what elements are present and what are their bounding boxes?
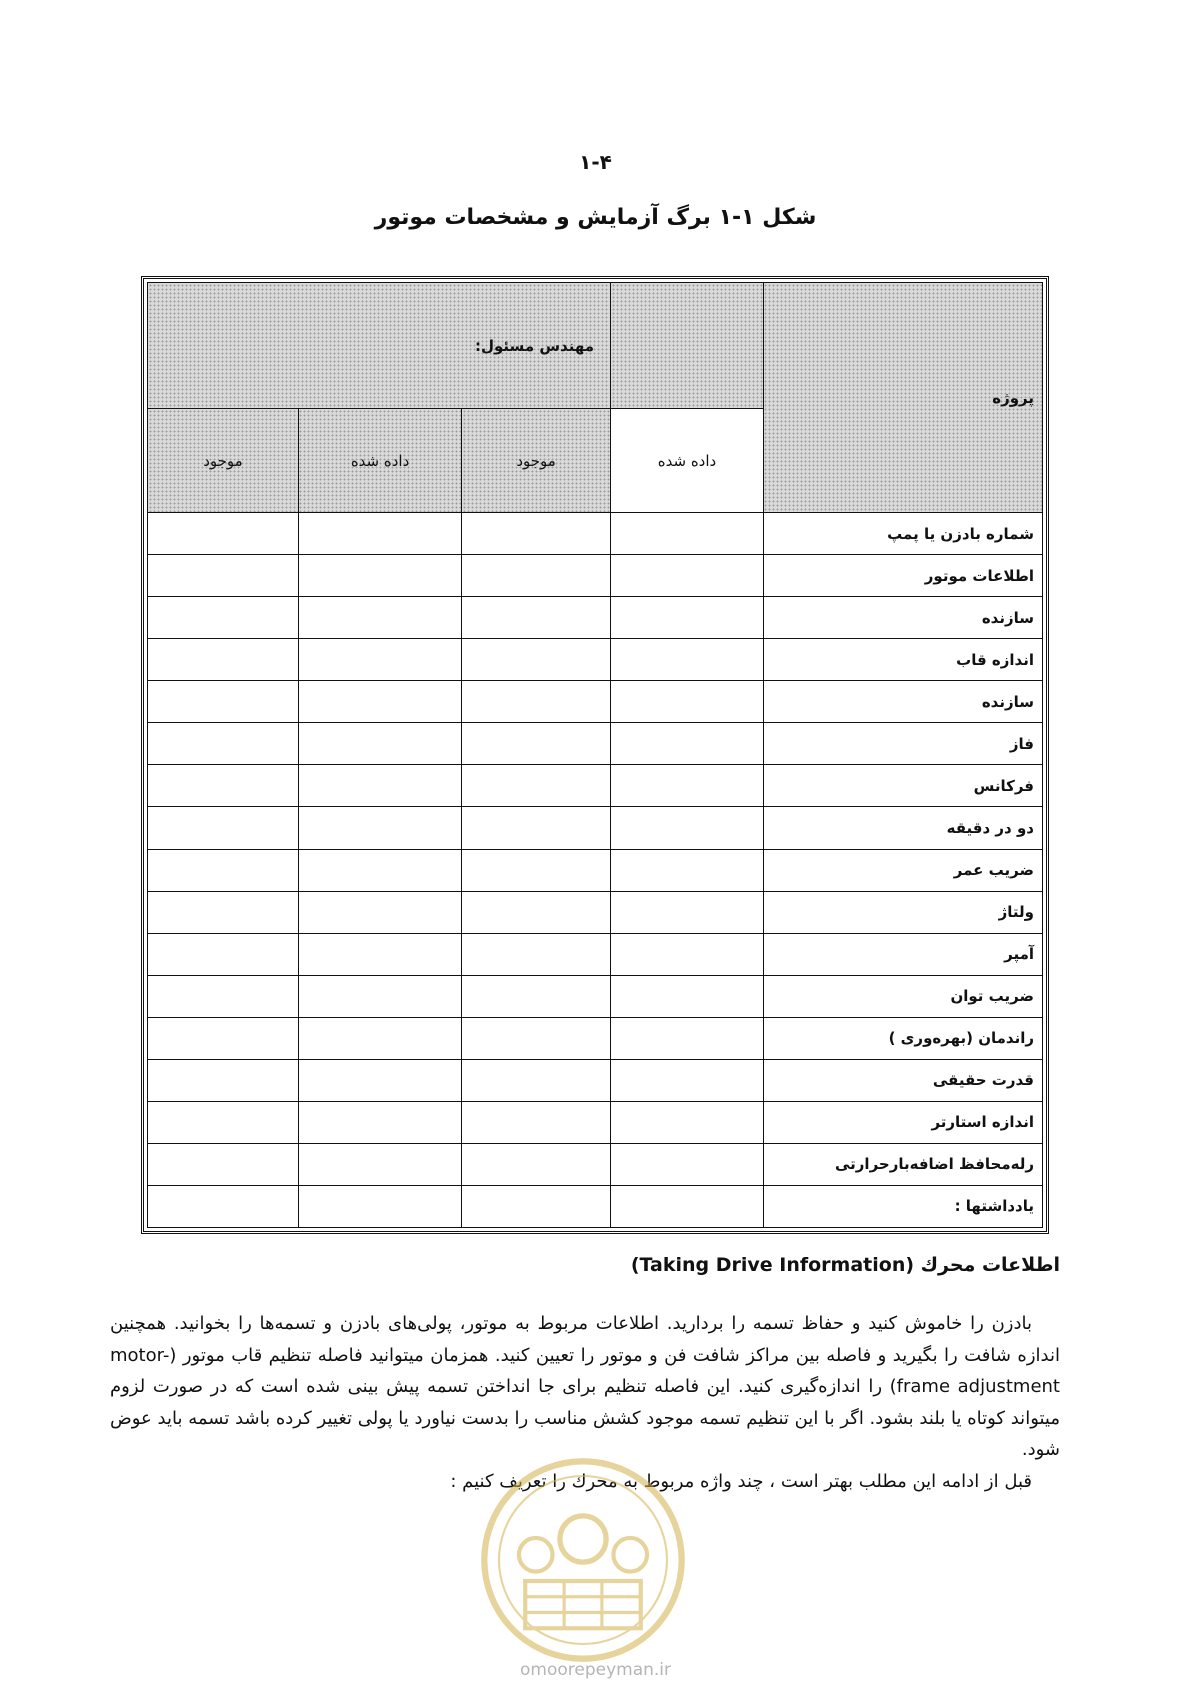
- motor-test-form: [141, 276, 1049, 1234]
- entry-cell[interactable]: [298, 891, 461, 933]
- entry-cell[interactable]: [462, 891, 611, 933]
- paragraph: قبل از ادامه این مطلب بهتر است ، چند واژه مربوط به محرك را تعریف کنیم :: [450, 1470, 1032, 1492]
- row-label: اندازه قاب: [763, 639, 1042, 681]
- row-label: فرکانس: [763, 765, 1042, 807]
- entry-cell[interactable]: [298, 1185, 461, 1227]
- entry-cell[interactable]: [298, 1101, 461, 1143]
- table-row: [148, 1101, 1043, 1143]
- entry-cell[interactable]: [148, 597, 299, 639]
- entry-cell[interactable]: [611, 555, 764, 597]
- row-label: اطلاعات موتور: [763, 555, 1042, 597]
- entry-cell[interactable]: [148, 891, 299, 933]
- table-row: [148, 975, 1043, 1017]
- entry-cell[interactable]: [462, 639, 611, 681]
- entry-cell[interactable]: [611, 975, 764, 1017]
- entry-cell[interactable]: [148, 933, 299, 975]
- form-body: [148, 513, 1043, 1228]
- entry-cell[interactable]: [148, 723, 299, 765]
- entry-cell[interactable]: [148, 1143, 299, 1185]
- row-label: سازنده: [763, 681, 1042, 723]
- row-label: شماره بادزن یا پمپ: [763, 513, 1042, 555]
- entry-cell[interactable]: [148, 1017, 299, 1059]
- entry-cell[interactable]: [462, 1017, 611, 1059]
- col-given-header: داده شده: [298, 409, 461, 513]
- entry-cell[interactable]: [462, 1185, 611, 1227]
- entry-cell[interactable]: [148, 681, 299, 723]
- entry-cell[interactable]: [148, 1059, 299, 1101]
- entry-cell[interactable]: [611, 1059, 764, 1101]
- table-row: [148, 1143, 1043, 1185]
- figure-title: شکل ۱-۱ برگ آزمایش و مشخصات موتور: [374, 205, 817, 230]
- entry-cell[interactable]: [298, 933, 461, 975]
- entry-cell[interactable]: [298, 639, 461, 681]
- table-row: [148, 555, 1043, 597]
- table-row: [148, 891, 1043, 933]
- col-existing-header: موجود: [462, 409, 611, 513]
- row-label: قدرت حقیقی: [763, 1059, 1042, 1101]
- entry-cell[interactable]: [462, 1059, 611, 1101]
- entry-cell[interactable]: [611, 639, 764, 681]
- row-label: ضریب عمر: [763, 849, 1042, 891]
- table-row: [148, 933, 1043, 975]
- entry-cell[interactable]: [462, 975, 611, 1017]
- entry-cell[interactable]: [148, 639, 299, 681]
- paragraph: بادزن را خاموش کنید و حفاظ تسمه را بردارید. اطلاعات مربوط به موتور، پولی‌های بادزن و تسمه‌ها را بخوانید. همچنین اندازه شافت را بگیرید و فاصله بین مراکز شافت فن و موتور را تعیین کنید. همزمان میتوانید فاصله تنظیم قاب موتور (motor-frame adjustment) را اندازه‌گیری کنید. این فاصله تنظیم برای جا انداختن تسمه پیش بینی شده است که در صورت لزوم میتواند کوتاه یا بلند بشود. اگر با این تنظیم تسمه موجود کشش مناسب را بدست نیاورد یا پولی تغییر کرده باشد تسمه باید عوض شود.: [110, 1313, 1060, 1460]
- form-header-row: [148, 283, 1043, 409]
- entry-cell[interactable]: [298, 723, 461, 765]
- entry-cell[interactable]: [462, 723, 611, 765]
- entry-cell[interactable]: [611, 1143, 764, 1185]
- row-label: سازنده: [763, 597, 1042, 639]
- page-number: ۱-۴: [579, 150, 612, 174]
- table-row: [148, 597, 1043, 639]
- row-label: فاز: [763, 723, 1042, 765]
- row-label: ولتاژ: [763, 891, 1042, 933]
- row-label: یادداشتها :: [763, 1185, 1042, 1227]
- table-row: [148, 1059, 1043, 1101]
- table-row: [148, 639, 1043, 681]
- entry-cell[interactable]: [298, 765, 461, 807]
- table-row: [148, 849, 1043, 891]
- table-row: [148, 807, 1043, 849]
- form-table: [147, 282, 1043, 1228]
- table-row: [148, 723, 1043, 765]
- entry-cell[interactable]: [298, 513, 461, 555]
- entry-cell[interactable]: [148, 849, 299, 891]
- col-given-header: داده شده: [611, 409, 764, 513]
- entry-cell[interactable]: [298, 807, 461, 849]
- entry-cell[interactable]: [298, 1059, 461, 1101]
- entry-cell[interactable]: [611, 723, 764, 765]
- watermark-url: omoorepeyman.ir: [519, 1660, 672, 1680]
- row-label: رله‌محافظ اضافه‌بارحرارتی: [763, 1143, 1042, 1185]
- watermark-seal-icon: [478, 1455, 688, 1665]
- entry-cell[interactable]: [148, 1185, 299, 1227]
- engineer-header-cell: [148, 283, 611, 409]
- table-row: [148, 765, 1043, 807]
- entry-cell[interactable]: [611, 1101, 764, 1143]
- entry-cell[interactable]: [298, 1143, 461, 1185]
- entry-cell[interactable]: [148, 975, 299, 1017]
- col-existing-header: موجود: [148, 409, 299, 513]
- entry-cell[interactable]: [611, 1185, 764, 1227]
- row-label: دو در دقیقه: [763, 807, 1042, 849]
- entry-cell[interactable]: [611, 597, 764, 639]
- entry-cell[interactable]: [611, 513, 764, 555]
- row-label: راندمان (بهره‌وری ): [763, 1017, 1042, 1059]
- entry-cell[interactable]: [462, 1143, 611, 1185]
- entry-cell[interactable]: [611, 933, 764, 975]
- entry-cell[interactable]: [298, 681, 461, 723]
- table-row: [148, 1185, 1043, 1227]
- entry-cell[interactable]: [462, 807, 611, 849]
- entry-cell[interactable]: [148, 555, 299, 597]
- entry-cell[interactable]: [148, 765, 299, 807]
- entry-cell[interactable]: [611, 1017, 764, 1059]
- entry-cell[interactable]: [611, 807, 764, 849]
- row-label: آمپر: [763, 933, 1042, 975]
- entry-cell[interactable]: [462, 933, 611, 975]
- entry-cell[interactable]: [462, 765, 611, 807]
- row-label: ضریب توان: [763, 975, 1042, 1017]
- entry-cell[interactable]: [611, 891, 764, 933]
- entry-cell[interactable]: [148, 1101, 299, 1143]
- entry-cell[interactable]: [462, 555, 611, 597]
- engineer-label: مهندس مسئول:: [475, 336, 595, 355]
- entry-cell[interactable]: [611, 849, 764, 891]
- table-row: [148, 681, 1043, 723]
- project-header-cell: [763, 283, 1042, 513]
- entry-cell[interactable]: [148, 807, 299, 849]
- header-blank-cell: [611, 283, 764, 409]
- table-row: [148, 513, 1043, 555]
- entry-cell[interactable]: [462, 597, 611, 639]
- table-row: [148, 1017, 1043, 1059]
- entry-cell[interactable]: [298, 1017, 461, 1059]
- entry-cell[interactable]: [462, 513, 611, 555]
- project-label: پروژه: [992, 388, 1034, 407]
- entry-cell[interactable]: [298, 975, 461, 1017]
- entry-cell[interactable]: [298, 555, 461, 597]
- row-label: اندازه استارتر: [763, 1101, 1042, 1143]
- entry-cell[interactable]: [462, 849, 611, 891]
- entry-cell[interactable]: [298, 597, 461, 639]
- entry-cell[interactable]: [462, 681, 611, 723]
- entry-cell[interactable]: [462, 1101, 611, 1143]
- section-heading: اطلاعات محرك (Taking Drive Information): [630, 1254, 1060, 1276]
- entry-cell[interactable]: [611, 765, 764, 807]
- entry-cell[interactable]: [298, 849, 461, 891]
- entry-cell[interactable]: [148, 513, 299, 555]
- entry-cell[interactable]: [611, 681, 764, 723]
